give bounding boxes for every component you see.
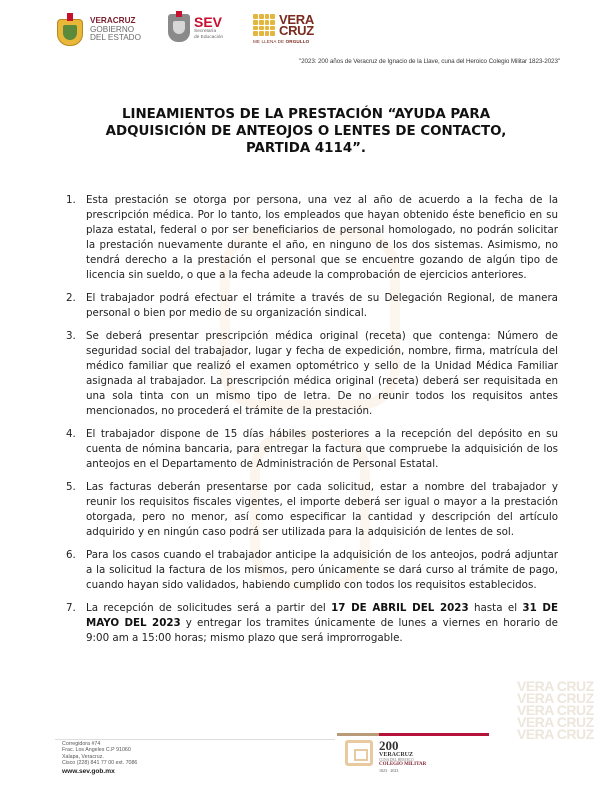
bicentenario-emblem-icon [345,740,373,766]
list-item: 2. El trabajador podrá efectuar el trámite a través de su Delegación Regional, de manera personal o bien por medio de su organización sindical. [66,292,558,320]
website-link[interactable]: www.sev.gob.mx [62,767,115,775]
gobierno-veracruz-logo [55,13,141,47]
footer-accent-bar-red [379,733,489,736]
footer-accent-bar-tan [337,733,379,736]
veracruz-brand-logo [253,14,314,44]
list-item: 6. Para los casos cuando el trabajador anticipe la adquisición de los anteojos, podrá adjuntar a la solicitud la factura de los mismos, pero únicamente se dará curso al trámite de pago, cuando hayan sido validados, habiendo cumplido con todos los requisitos establecidos. [66,548,558,592]
sev-shield-icon [168,14,190,42]
list-item: 1. Esta prestación se otorga por persona, una vez al año de acuerdo a la fecha de la prescripción médica. Por lo tanto, los empleados que hayan obtenido éste beneficio en su plaza estatal, federal o por ser beneficiarios de personal homologado, no podrán solicitar la prestación nuevamente durante el año, en ninguno de los dos sistemas. Asimismo, no tendrá derecho a la prestación el personal que se encuentre gozando de algún tipo de licencia sin sueldo, o que a la fecha adeude la comprobación de ejercicios anteriores. [66,194,558,282]
sev-logo [168,14,223,42]
coat-of-arms-icon [55,13,85,47]
knot-pattern-icon [253,14,275,36]
list-item: 5. Las facturas deberán presentarse por cada solicitud, estar a nombre del trabajador y reunir los requisitos fiscales vigentes, el importe deberá ser igual o mayor a la prestación otorgada, pero no menor, así como especificar la cantidad y descripción del artículo adquirido y en ningún caso podrá ser utilizada para la adquisición de lentes de sol. [66,480,558,539]
bicentenario-logo: 200 VERACRUZ CUNA DEL HEROICO COLEGIO MILITAR 1823 · 2023 [345,740,426,773]
letterhead [0,0,612,75]
header-slogan: "2023: 200 años de Veracruz de Ignacio de la Llave, cuna del Heroico Colegio Militar 1823-2023" [298,58,560,65]
list-item: 3. Se deberá presentar prescripción médica original (receta) que contenga: Número de seguridad social del trabajador, lugar y fecha de expedición, nombre, firma, matrícula del médico familiar que realizó el examen optométrico y sello de la Unidad Médica Familiar asignada al trabajador. La prescripción médica original (receta) deberá ser requisitada en una sola tinta con un mismo tipo de letra. De no reunir todos los requisitos antes mencionados, no procederá el trámite de la prestación. [66,329,558,418]
list-item-dates: 7. La recepción de solicitudes será a partir del 17 DE ABRIL DEL 2023 hasta el 31 DE MAYO DEL 2023 y entregar los tramites únicamente de lunes a viernes en horario de 9:00 am a 15:00 horas; mismo plazo que será improrrogable. [66,601,559,644]
vera-logo-line2: CRUZ [279,23,314,38]
gob-logo-line1: VERACRUZ [90,16,136,26]
start-date: 17 DE ABRIL DEL 2023 [331,601,469,614]
corner-veracruz-watermark: VERA CRUZ VERA CRUZ VERA CRUZ VERA CRUZ VERA CRUZ [517,680,594,742]
list-item: 4. El trabajador dispone de 15 días hábiles posteriores a la recepción del depósito en su cuenta de nómina bancaria, para entregar la factura que compruebe la adquisición de los anteojos en el Departamento de Administración de Personal Estatal. [66,428,558,471]
end-date: 31 DE MAYO DEL 2023 [86,601,558,629]
footer-divider [55,739,335,740]
gob-logo-line2: GOBIERNO [90,24,135,34]
vera-logo-line1: VERA [279,12,314,27]
footer-address: Corregidora #74 Frac. Los Angeles C.P 91060 Xalapa, Veracruz. Cisco (228) 841 77 00 ext. 7086 www.sev.gob.mx [62,741,138,775]
gob-logo-line3: DEL ESTADO [90,33,141,43]
vera-logo-tagline: ME LLENA DE ORGULLO [253,39,310,44]
document-title: LINEAMIENTOS DE LA PRESTACIÓN “AYUDA PARA ADQUISICIÓN DE ANTEOJOS O LENTES DE CONTACTO, PARTIDA 4114”. [105,107,507,156]
sev-logo-name: SEV [194,14,223,31]
guidelines-list [66,193,558,654]
sev-logo-sub1: Secretaría [194,29,217,35]
sev-logo-sub2: de Educación [194,34,224,40]
